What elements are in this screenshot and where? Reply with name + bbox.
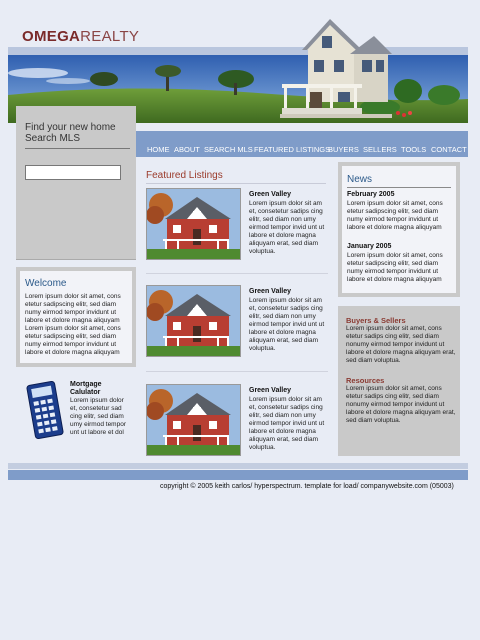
nav-search-mls[interactable]: SEARCH MLS [204,145,253,154]
search-divider [25,148,130,149]
listing-card[interactable] [146,188,328,264]
listing-title[interactable]: Green Valley [249,191,292,198]
listing-description: Lorem ipsum dolor sit am et, consetetur sadips cing elitr, sed diam non umy eirmod tempor invid unt ut labore et dolore magna aliquyam erat, sed diam voluptua. [249,200,325,255]
welcome-box [16,267,136,367]
welcome-inner [20,271,132,363]
listing-divider [146,371,328,372]
listing-divider [146,273,328,274]
calculator-icon[interactable] [26,380,64,440]
resources-title[interactable]: Resources [346,376,385,385]
news-divider [347,187,451,188]
news-text: Lorem ipsum dolor sit amet, cons etetur sadipscing elitr, sed diam numy eirmod tempor invidunt ut labore et dolore magna aliquyam [347,252,443,283]
logo-realty: REALTY [80,28,140,45]
listing-description: Lorem ipsum dolor sit am et, consetetur sadips cing elitr, sed diam non umy eirmod tempor invid unt ut labore et dolore magna aliquyam erat, sed diam voluptua. [249,297,325,352]
welcome-text: Lorem ipsum dolor sit amet, cons etetur sadipscing elitr, sed diam numy eirmod tempor invidunt ut labore et dolore magna aliquyam Lorem ipsum dolor sit amet, cons etetur sadipscing elitr, sed diam numy eirmod tempor invidunt ut labore et dolore magna aliquyam [25,293,121,356]
nav-tools[interactable]: TOOLS [401,145,427,154]
listing-description: Lorem ipsum dolor sit am et, consetetur sadips cing elitr, sed diam non umy eirmod tempor invid unt ut labore et dolore magna aliquyam erat, sed diam voluptua. [249,396,325,451]
news-date[interactable]: January 2005 [347,243,392,250]
news-inner [342,166,456,293]
logo-omega: OMEGA [22,28,81,45]
listing-card[interactable] [146,384,328,460]
buyers-sellers-text: Lorem ipsum dolor sit amet, cons etetur sadips cing elitr, sed diam nonumy eirmod tempor invidunt ut labore et dolore magna aliquyam erat, sed diam voluptua. [346,325,456,364]
search-mls-panel [16,106,136,260]
listing-photo[interactable] [146,384,241,456]
copyright-text: copyright © 2005 keith carlos/ hyperspectrum. template for load/ companywebsite.com (05003) [160,483,454,490]
house-illustration [280,16,395,124]
news-date[interactable]: February 2005 [347,191,395,198]
listing-photo[interactable] [146,285,241,357]
footer-bar-light [8,463,468,469]
search-input[interactable] [25,165,121,180]
header-top-bar [8,47,468,55]
nav-about[interactable]: ABOUT [174,145,200,154]
search-title-line1: Find your new home [25,122,116,133]
listing-title[interactable]: Green Valley [249,387,292,394]
resources-text: Lorem ipsum dolor sit amet, cons etetur sadips cing elitr, sed diam nonumy eirmod tempor invidunt ut labore et dolore magna aliquyam erat, sed diam voluptua. [346,385,456,424]
listing-title[interactable]: Green Valley [249,288,292,295]
footer-bar [8,470,468,480]
listing-card[interactable] [146,285,328,361]
news-title: News [347,174,373,185]
news-box [338,162,460,297]
buyers-sellers-title[interactable]: Buyers & Sellers [346,316,406,325]
mortgage-calculator-text: Lorem ipsum dolor et, consetetur sad cing elitr, sed diam umy eirmod tempor unt ut labore et dol [70,397,126,436]
search-title-line2: Search MLS [25,133,81,144]
welcome-title: Welcome [25,278,67,289]
mortgage-calculator-title[interactable]: Mortgage Calulator [70,381,102,396]
main-nav [136,131,468,157]
search-title [25,122,116,144]
featured-divider [146,183,326,184]
site-logo[interactable] [22,28,139,45]
featured-listings-title: Featured Listings [146,170,223,181]
nav-buyers[interactable]: BUYERS [328,145,359,154]
nav-home[interactable]: HOME [147,145,170,154]
nav-sellers[interactable]: SELLERS [363,145,397,154]
listing-photo[interactable] [146,188,241,260]
info-sidebar-box [338,306,460,456]
nav-featured-listings[interactable]: FEATURED LISTINGS [254,145,331,154]
nav-contact[interactable]: CONTACT [431,145,467,154]
news-text: Lorem ipsum dolor sit amet, cons etetur sadipscing elitr, sed diam numy eirmod tempor invidunt ut labore et dolore magna aliquyam [347,200,443,231]
